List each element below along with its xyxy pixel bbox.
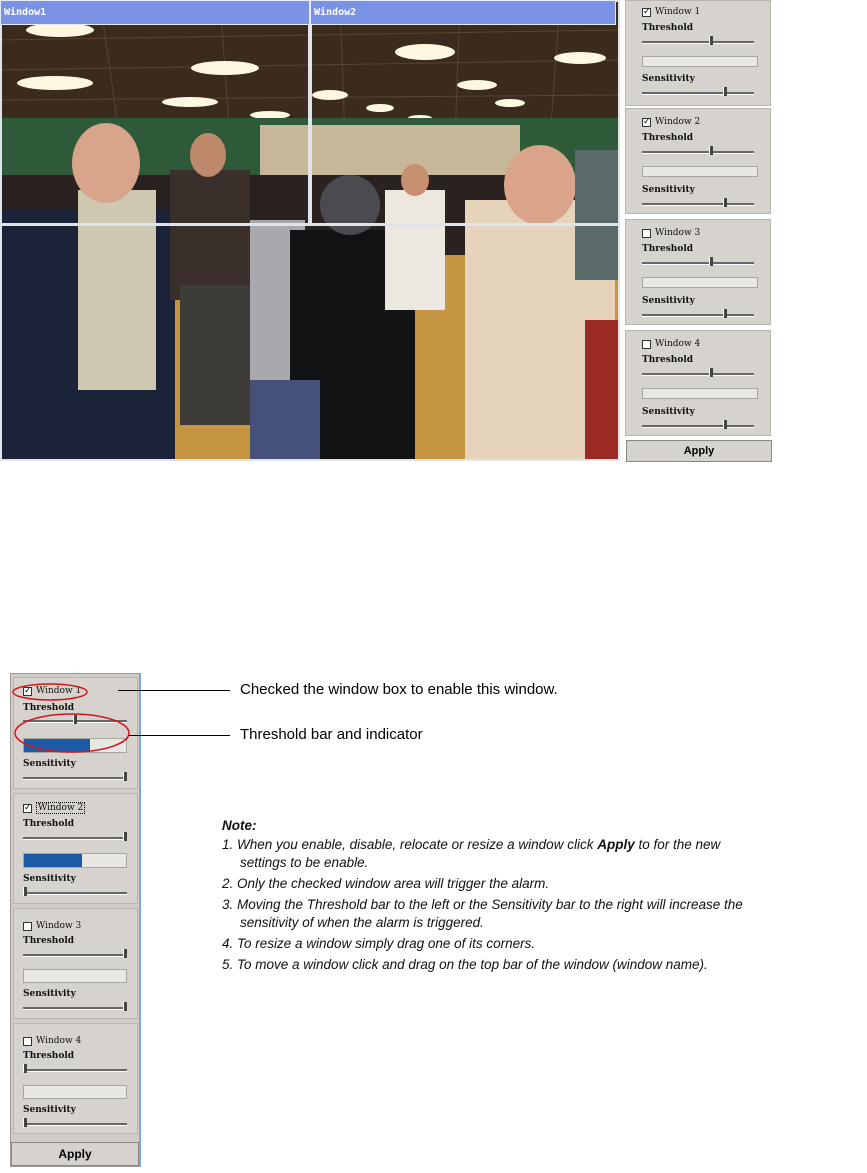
- callout-line-threshold: [128, 735, 230, 736]
- sensitivity-slider[interactable]: [642, 314, 754, 317]
- window-1-label: Window 1: [655, 7, 701, 17]
- note-item-1-bold: Apply: [597, 837, 635, 852]
- note-item-2: 2. Only the checked window area will trigger the alarm.: [222, 876, 550, 891]
- sensitivity-slider[interactable]: [642, 92, 754, 95]
- threshold-slider-thumb[interactable]: [709, 36, 713, 45]
- window-2-settings: [625, 108, 771, 214]
- callout-checkbox-text: Checked the window box to enable this window.: [240, 681, 558, 698]
- window-4-settings: [625, 330, 771, 436]
- detail-apply-button[interactable]: Apply: [11, 1142, 139, 1166]
- threshold-indicator: [23, 853, 127, 868]
- threshold-label: Threshold: [642, 133, 694, 143]
- threshold-slider[interactable]: [23, 837, 127, 840]
- window-4-checkbox[interactable]: [642, 340, 651, 349]
- threshold-label: Threshold: [23, 1051, 75, 1061]
- sensitivity-slider[interactable]: [642, 203, 754, 206]
- annotation-circles: [8, 678, 148, 768]
- sensitivity-slider-thumb[interactable]: [723, 309, 727, 318]
- window-4-label: Window 4: [655, 339, 701, 349]
- threshold-slider-thumb[interactable]: [123, 949, 127, 958]
- window-1-title-bar[interactable]: Window1: [0, 0, 310, 25]
- sensitivity-label: Sensitivity: [23, 874, 76, 884]
- sensitivity-slider-thumb[interactable]: [23, 887, 27, 896]
- sensitivity-slider-thumb[interactable]: [723, 198, 727, 207]
- sensitivity-label: Sensitivity: [642, 407, 695, 417]
- threshold-slider[interactable]: [642, 41, 754, 44]
- note-item-3-text: 3. Moving the Threshold bar to the left or the Sensitivity bar to the right will increase the: [222, 897, 743, 912]
- checkbox-highlight-circle: [13, 684, 87, 700]
- sensitivity-slider-thumb[interactable]: [123, 1002, 127, 1011]
- sensitivity-slider-thumb[interactable]: [723, 87, 727, 96]
- window-3-settings: [625, 219, 771, 325]
- sensitivity-slider[interactable]: [642, 425, 754, 428]
- detail-window-3-settings: [13, 908, 138, 1019]
- sensitivity-label: Sensitivity: [23, 989, 76, 999]
- note-section: [222, 818, 862, 977]
- note-title: Note:: [222, 818, 257, 833]
- callout-threshold-text: Threshold bar and indicator: [240, 726, 423, 743]
- window-2-label: Window 2: [655, 117, 701, 127]
- apply-button[interactable]: Apply: [626, 440, 772, 462]
- detail-window-1-label: Window 1: [36, 686, 82, 696]
- threshold-label: Threshold: [23, 819, 75, 829]
- window-3-checkbox[interactable]: [642, 229, 651, 238]
- sensitivity-label: Sensitivity: [642, 185, 695, 195]
- sensitivity-slider-thumb[interactable]: [23, 1118, 27, 1127]
- sensitivity-slider-thumb[interactable]: [123, 772, 127, 781]
- threshold-label: Threshold: [642, 23, 694, 33]
- threshold-slider-thumb[interactable]: [709, 257, 713, 266]
- threshold-slider[interactable]: [23, 954, 127, 957]
- detail-window-4-label: Window 4: [36, 1036, 82, 1046]
- threshold-slider[interactable]: [642, 262, 754, 265]
- sensitivity-label: Sensitivity: [642, 74, 695, 84]
- note-item-1-text-b: to for the new: [634, 837, 721, 852]
- detail-window-2-checkbox[interactable]: ✓: [24, 802, 32, 813]
- window-2-title-bar[interactable]: Window2: [310, 0, 616, 25]
- threshold-slider[interactable]: [642, 151, 754, 154]
- threshold-slider-thumb[interactable]: [709, 146, 713, 155]
- sensitivity-slider[interactable]: [23, 892, 127, 895]
- camera-view: [0, 0, 620, 461]
- threshold-indicator: [642, 166, 758, 177]
- motion-window-2[interactable]: [310, 0, 620, 225]
- threshold-label: Threshold: [23, 703, 75, 713]
- window-2-checkbox[interactable]: ✓: [643, 116, 651, 127]
- detail-window-2-settings: [13, 793, 138, 904]
- threshold-indicator: [642, 56, 758, 67]
- note-item-1: [222, 836, 862, 872]
- sensitivity-slider-thumb[interactable]: [723, 420, 727, 429]
- sensitivity-slider[interactable]: [23, 777, 127, 780]
- note-item-3-cont: sensitivity of when the alarm is triggered.: [240, 915, 484, 930]
- threshold-slider[interactable]: [642, 373, 754, 376]
- sensitivity-label: Sensitivity: [642, 296, 695, 306]
- detail-window-1-checkbox[interactable]: ✓: [24, 685, 32, 696]
- threshold-slider[interactable]: [23, 1069, 127, 1072]
- detail-window-4-checkbox[interactable]: [23, 1037, 32, 1046]
- threshold-slider-thumb[interactable]: [123, 832, 127, 841]
- note-item-5: 5. To move a window click and drag on the top bar of the window (window name).: [222, 957, 708, 972]
- note-item-4: 4. To resize a window simply drag one of its corners.: [222, 936, 536, 951]
- detail-window-4-settings: [13, 1023, 138, 1134]
- detail-window-3-label: Window 3: [36, 921, 82, 931]
- sensitivity-label: Sensitivity: [23, 1105, 76, 1115]
- window-1-checkbox[interactable]: ✓: [643, 6, 651, 17]
- sensitivity-slider[interactable]: [23, 1007, 127, 1010]
- threshold-indicator: [642, 277, 758, 288]
- threshold-label: Threshold: [642, 355, 694, 365]
- threshold-indicator: [23, 969, 127, 983]
- sensitivity-label: Sensitivity: [23, 759, 76, 769]
- motion-window-1[interactable]: [0, 0, 310, 225]
- motion-window-full: [0, 224, 620, 461]
- threshold-slider-thumb[interactable]: [709, 368, 713, 377]
- detail-window-2-label: Window 2: [38, 803, 84, 813]
- threshold-label: Threshold: [23, 936, 75, 946]
- threshold-slider-thumb[interactable]: [23, 1064, 27, 1073]
- window-1-settings: [625, 0, 771, 106]
- threshold-indicator: [23, 1085, 127, 1099]
- note-item-3: [222, 896, 862, 932]
- threshold-label: Threshold: [642, 244, 694, 254]
- threshold-highlight-circle: [15, 714, 129, 752]
- note-item-1-cont: settings to be enable.: [240, 855, 369, 870]
- sensitivity-slider[interactable]: [23, 1123, 127, 1126]
- note-item-1-text-a: 1. When you enable, disable, relocate or resize a window click: [222, 837, 598, 852]
- window-3-label: Window 3: [655, 228, 701, 238]
- threshold-indicator-fill: [24, 854, 82, 867]
- callout-line-checkbox: [118, 690, 230, 691]
- threshold-indicator: [642, 388, 758, 399]
- detail-window-3-checkbox[interactable]: [23, 922, 32, 931]
